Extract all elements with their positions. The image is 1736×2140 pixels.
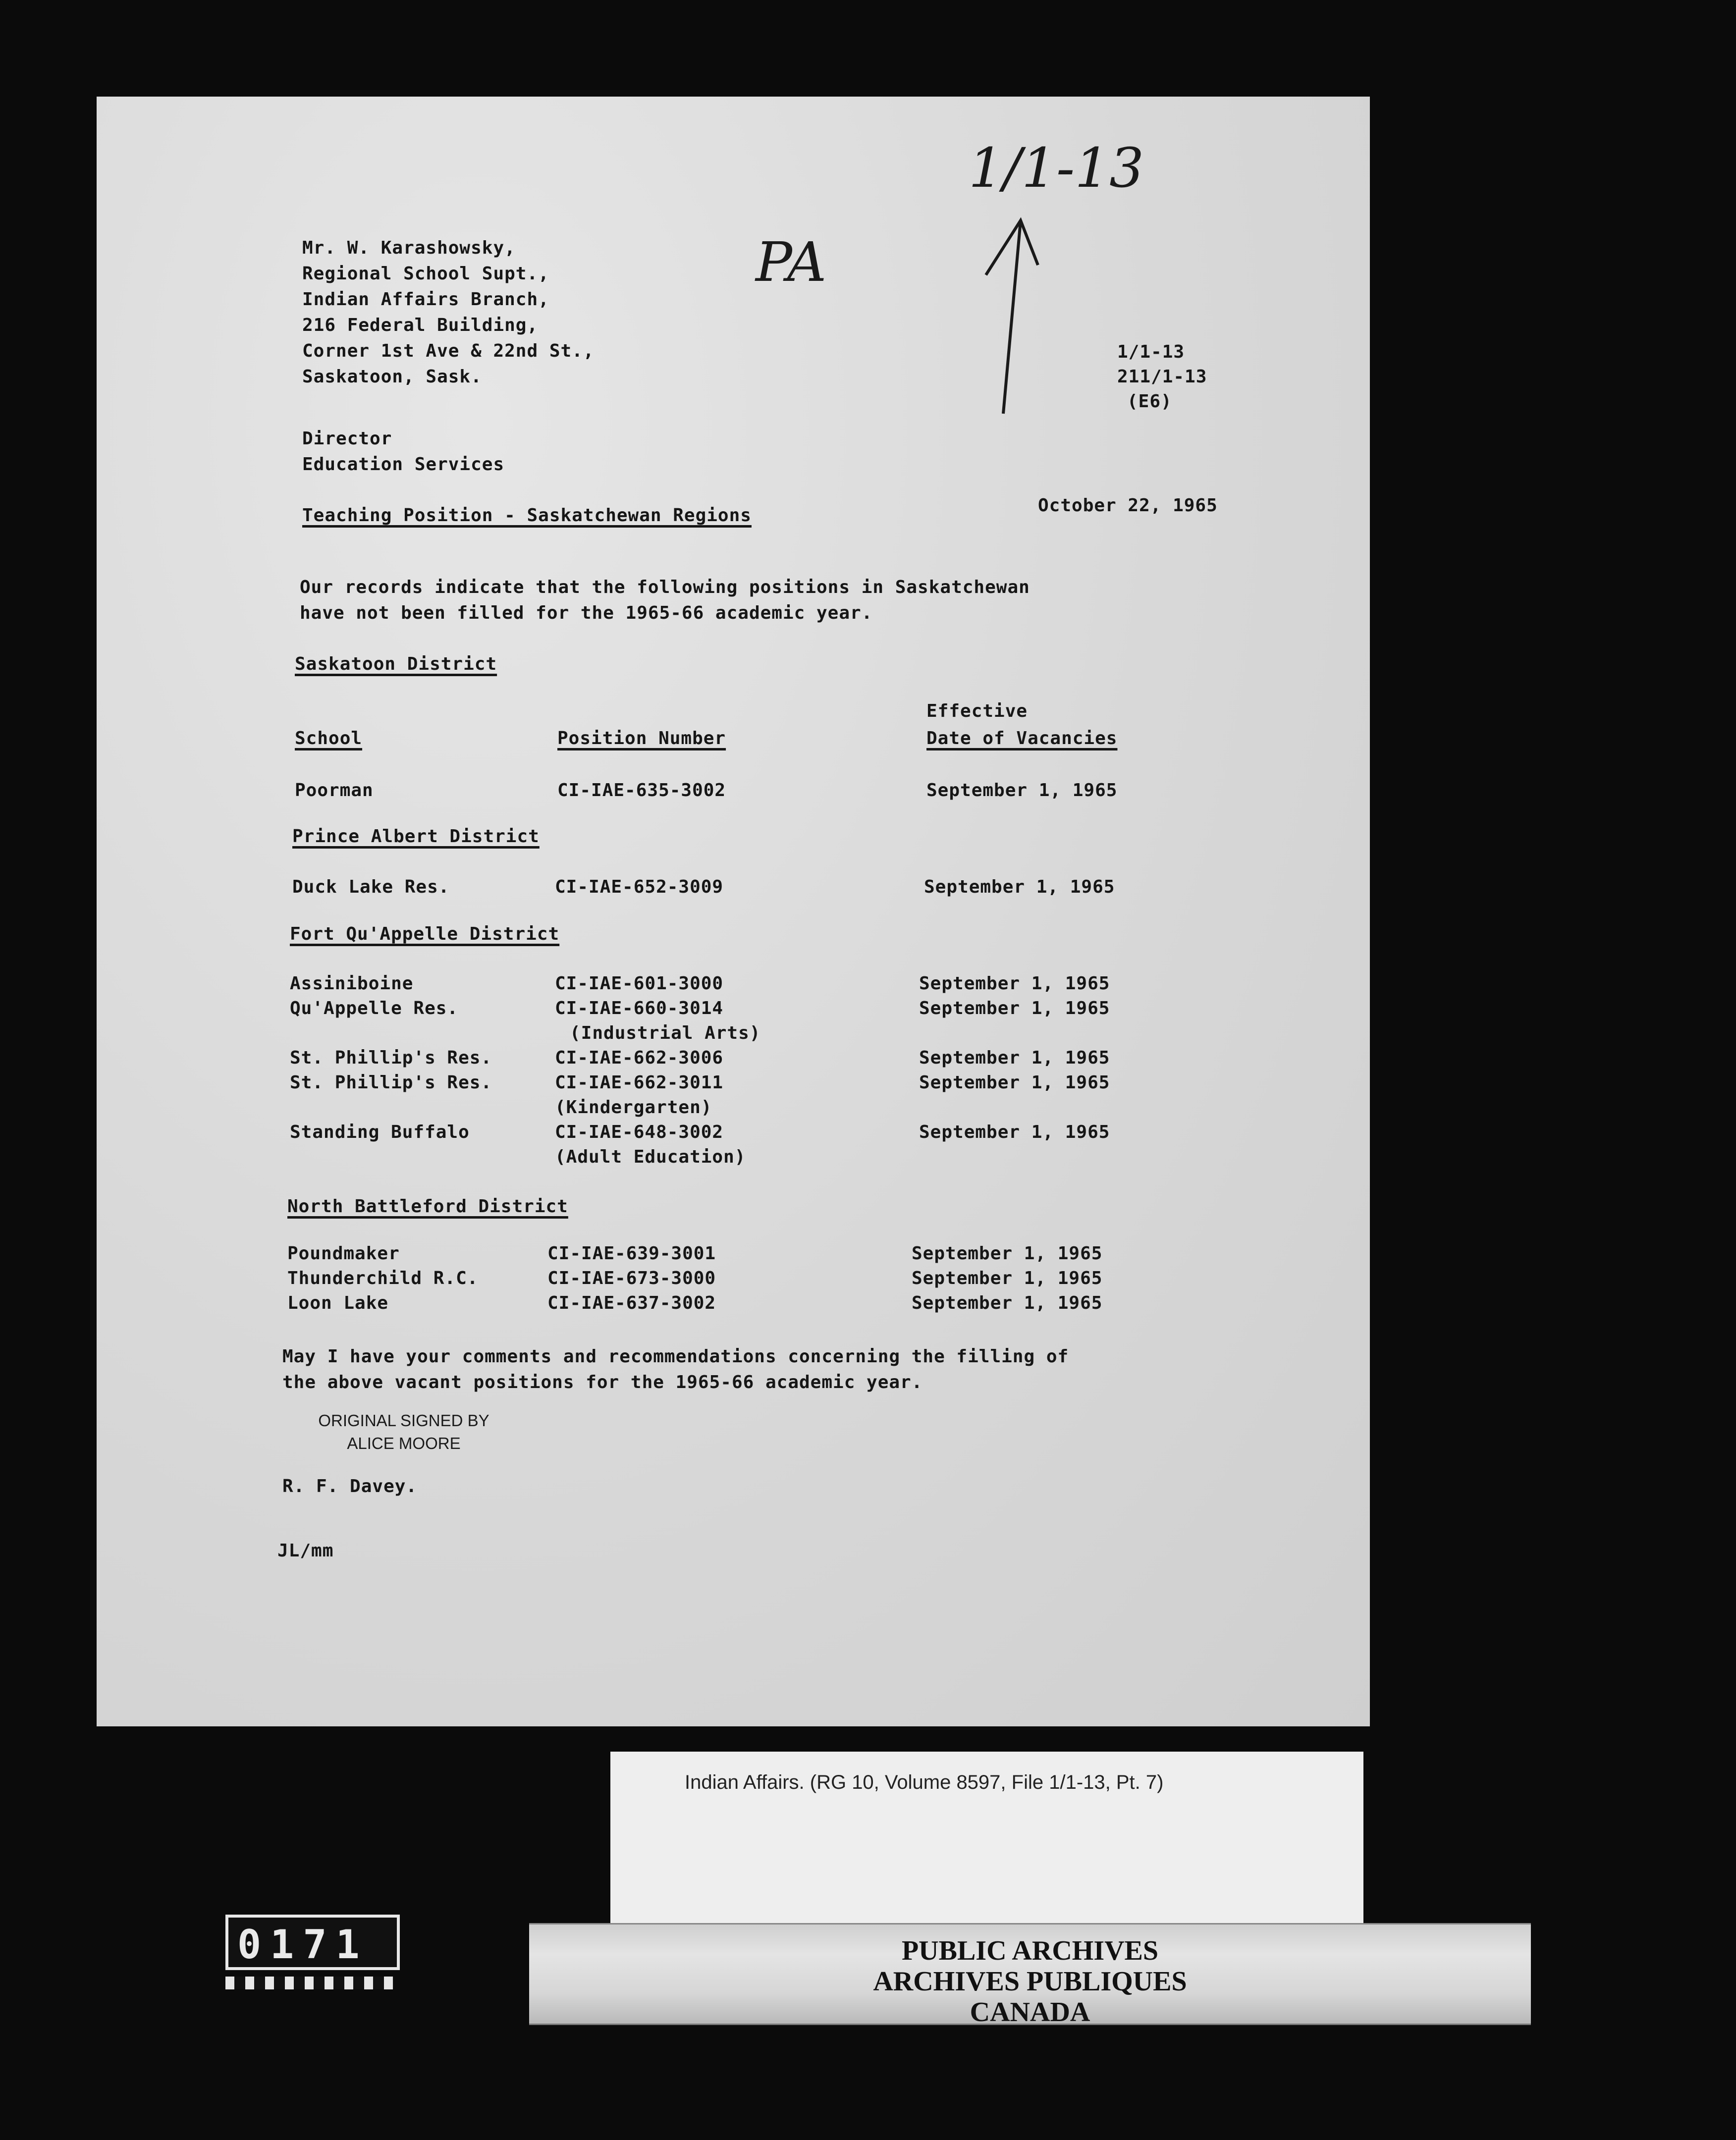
date-cell: September 1, 1965 [912, 1293, 1103, 1313]
date-cell: September 1, 1965 [919, 973, 1110, 994]
school-cell: Poundmaker [287, 1243, 400, 1264]
table-row [97, 778, 1370, 803]
school-cell: Poorman [295, 780, 374, 801]
position-note: (Adult Education) [555, 1147, 746, 1167]
letter-date: October 22, 1965 [1038, 495, 1218, 516]
address-line: Saskatoon, Sask. [302, 367, 482, 387]
table-row [97, 971, 1370, 997]
table-row [97, 1266, 1370, 1291]
archive-label-line: ARCHIVES PUBLIQUES [873, 1966, 1187, 1997]
position-cell: CI-IAE-652-3009 [555, 877, 724, 897]
school-cell: Qu'Appelle Res. [290, 998, 459, 1018]
school-cell: Thunderchild R.C. [287, 1268, 479, 1288]
address-line: Indian Affairs Branch, [302, 289, 549, 310]
table-row [97, 874, 1370, 900]
handwritten-initials: PA [756, 230, 827, 294]
archive-label-line: CANADA [970, 1997, 1090, 2028]
date-cell: September 1, 1965 [926, 780, 1118, 801]
file-reference: 211/1-13 [1117, 367, 1207, 387]
school-cell: Duck Lake Res. [292, 877, 450, 897]
date-cell: September 1, 1965 [912, 1268, 1103, 1288]
document-page [97, 97, 1370, 1726]
position-cell: CI-IAE-637-3002 [547, 1293, 716, 1313]
position-cell: CI-IAE-601-3000 [555, 973, 724, 994]
position-cell: CI-IAE-662-3011 [555, 1072, 724, 1093]
stamp-line: ORIGINAL SIGNED BY [318, 1411, 489, 1430]
file-reference: (E6) [1127, 391, 1172, 412]
table-row [97, 996, 1370, 1021]
school-cell: St. Phillip's Res. [290, 1048, 492, 1068]
column-header-position: Position Number [557, 728, 726, 749]
school-cell: Loon Lake [287, 1293, 389, 1313]
table-row [97, 1120, 1370, 1145]
district-heading: Saskatoon District [295, 654, 497, 674]
date-cell: September 1, 1965 [924, 877, 1115, 897]
intro-line: have not been filled for the 1965-66 academic year. [300, 603, 873, 623]
school-cell: St. Phillip's Res. [290, 1072, 492, 1093]
subject-line: Teaching Position - Saskatchewan Regions [302, 505, 752, 526]
address-line: Regional School Supt., [302, 264, 549, 284]
school-cell: Standing Buffalo [290, 1122, 470, 1142]
signatory: R. F. Davey. [282, 1476, 418, 1497]
table-row [97, 1070, 1370, 1096]
position-cell: CI-IAE-648-3002 [555, 1122, 724, 1142]
citation-text: Indian Affairs. (RG 10, Volume 8597, File 1/1-13, Pt. 7) [685, 1771, 1164, 1793]
frame-counter [225, 1915, 400, 1970]
handwritten-arrow-icon [974, 206, 1043, 424]
date-cell: September 1, 1965 [919, 1072, 1110, 1093]
district-heading: North Battleford District [287, 1196, 568, 1217]
table-row [97, 1045, 1370, 1071]
position-cell: CI-IAE-660-3014 [555, 998, 724, 1018]
file-reference: 1/1-13 [1117, 342, 1185, 362]
column-header-school: School [295, 728, 363, 749]
position-note: (Industrial Arts) [570, 1023, 761, 1043]
date-cell: September 1, 1965 [912, 1243, 1103, 1264]
column-header-effective: Effective [926, 701, 1028, 721]
district-heading: Prince Albert District [292, 826, 540, 847]
frame-counter-text: 0171 [237, 1922, 369, 1968]
stamp-line: ALICE MOORE [347, 1434, 461, 1452]
archive-label [529, 1923, 1531, 2028]
recipient-line: Education Services [302, 454, 505, 475]
handwritten-file-number: 1/1-13 [969, 136, 1144, 200]
school-cell: Assiniboine [290, 973, 414, 994]
table-row [97, 1241, 1370, 1267]
district-heading: Fort Qu'Appelle District [290, 924, 560, 944]
date-cell: September 1, 1965 [919, 1048, 1110, 1068]
position-cell: CI-IAE-662-3006 [555, 1048, 724, 1068]
signed-stamp [300, 1409, 508, 1455]
archive-label-line: PUBLIC ARCHIVES [901, 1935, 1159, 1966]
film-sprockets [225, 1977, 394, 1989]
position-cell: CI-IAE-673-3000 [547, 1268, 716, 1288]
closing-line: the above vacant positions for the 1965-66 academic year. [282, 1372, 923, 1392]
typist-initials: JL/mm [277, 1541, 334, 1561]
column-header-date: Date of Vacancies [926, 728, 1118, 749]
position-cell: CI-IAE-639-3001 [547, 1243, 716, 1264]
position-note: (Kindergarten) [555, 1097, 712, 1118]
address-line: Mr. W. Karashowsky, [302, 238, 516, 258]
intro-line: Our records indicate that the following positions in Saskatchewan [300, 577, 1030, 597]
recipient-line: Director [302, 428, 392, 449]
date-cell: September 1, 1965 [919, 1122, 1110, 1142]
closing-line: May I have your comments and recommendations concerning the filling of [282, 1346, 1069, 1367]
archive-label-text [529, 1935, 1531, 2028]
table-row [97, 1290, 1370, 1316]
address-line: Corner 1st Ave & 22nd St., [302, 341, 595, 361]
address-line: 216 Federal Building, [302, 315, 539, 335]
position-cell: CI-IAE-635-3002 [557, 780, 726, 801]
date-cell: September 1, 1965 [919, 998, 1110, 1018]
